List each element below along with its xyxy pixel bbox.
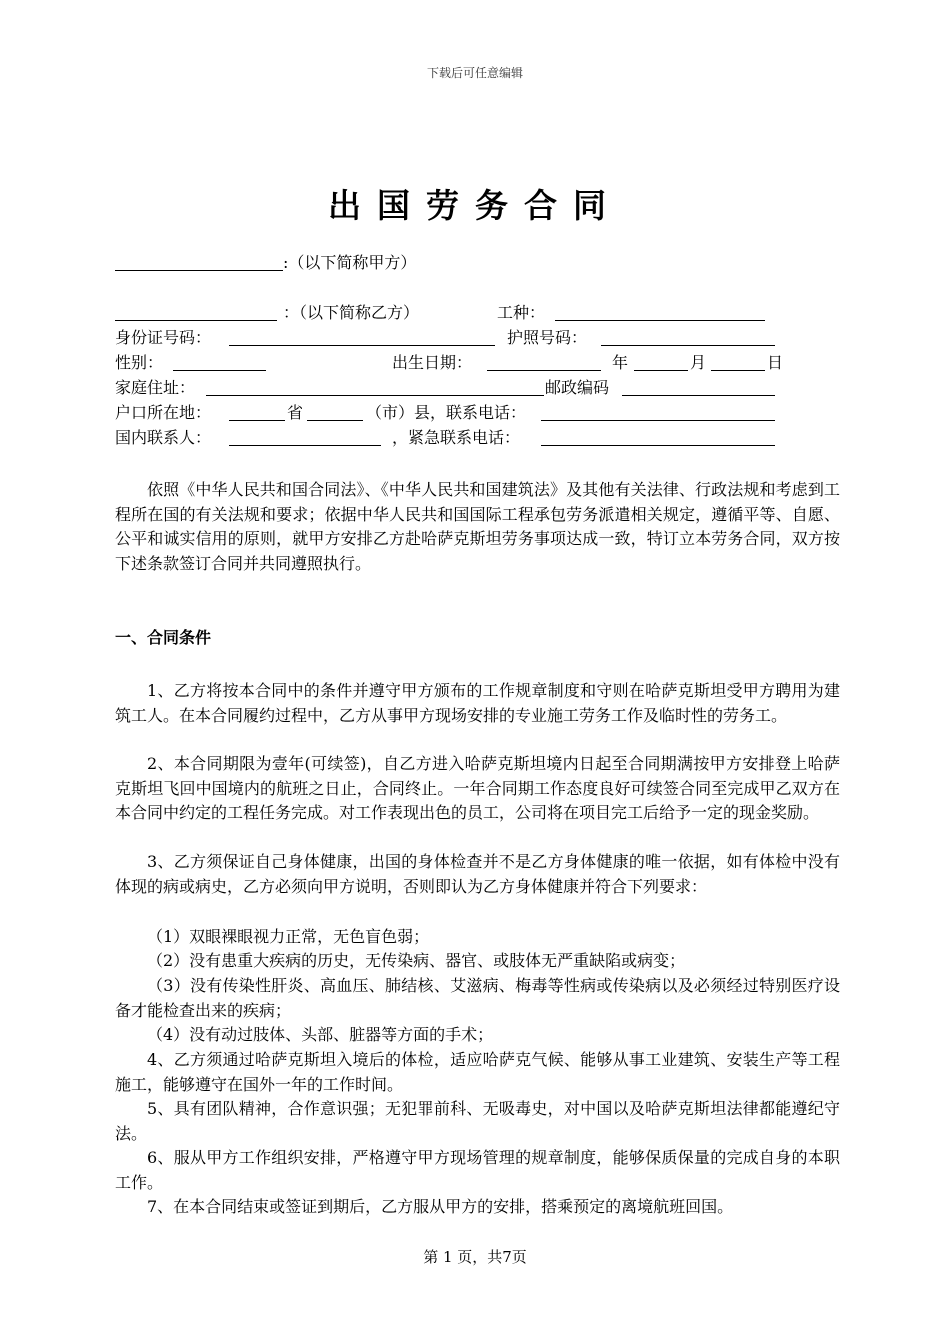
requirement-2: （2）没有患重大疾病的历史，无传染病、器官、或肢体无严重缺陷或病变； [147, 951, 686, 970]
party-b-label: ：（以下简称乙方） [283, 303, 420, 322]
month-label: 月 [690, 353, 707, 372]
requirement-4: （4）没有动过肢体、头部、脏器等方面的手术； [147, 1025, 494, 1044]
city-county-phone-label: （市）县，联系电话： [366, 403, 527, 422]
party-a-label: :（以下简称甲方） [283, 253, 417, 272]
clause-3: 3、乙方须保证自己身体健康，出国的身体检查并不是乙方身体健康的唯一依据，如有体检中没有体现的病或病史，乙方必须向甲方说明，否则即认为乙方身体健康并符合下列要求： [115, 852, 840, 896]
requirement-3: （3）没有传染性肝炎、高血压、肺结核、艾滋病、梅毒等性病或传染病以及必须经过特别医疗设备才能检查出来的疾病； [115, 976, 840, 1020]
birth-month-blank[interactable] [634, 370, 688, 371]
requirement-1: （1）双眼裸眼视力正常，无色盲色弱； [147, 927, 430, 946]
emergency-phone-label: ，紧急联系电话： [392, 428, 521, 447]
clause-6: 6、服从甲方工作组织安排，严格遵守甲方现场管理的规章制度，能够保质保量的完成自身的本职工作。 [115, 1148, 840, 1192]
clause-5: 5、具有团队精神，合作意识强；无犯罪前科、无吸毒史，对中国以及哈萨克斯坦法律都能遵纪守法。 [115, 1099, 840, 1143]
year-label: 年 [612, 353, 629, 372]
gender-label: 性别： [115, 353, 164, 372]
intro-paragraph: 依照《中华人民共和国合同法》、《中华人民共和国建筑法》及其他有关法律、行政法规和考虑到工程所在国的有关法规和要求；依据中华人民共和国国际工程承包劳务派遣相关规定，遵循平等、自愿、公平和诚实信用的原则，就甲方安排乙方赴哈萨克斯坦劳务事项达成一致，特订立本劳务合同，双方按下述条款签订合同并共同遵照执行。 [115, 480, 840, 573]
passport-blank[interactable] [601, 345, 775, 346]
document-title: 出国劳务合同 [328, 186, 622, 225]
domestic-contact-blank[interactable] [229, 445, 381, 446]
domestic-contact-label: 国内联系人： [115, 428, 212, 447]
job-blank[interactable] [555, 320, 765, 321]
birth-day-blank[interactable] [711, 370, 765, 371]
postcode-blank[interactable] [622, 395, 775, 396]
clause-2: 2、本合同期限为壹年(可续签)，自乙方进入哈萨克斯坦境内日起至合同期满按甲方安排登上哈萨克斯坦飞回中国境内的航班之日止，合同终止。一年合同期工作态度良好可续签合同至完成甲乙双方在本合同中约定的工程任务完成。对工作表现出色的员工，公司将在项目完工后给予一定的现金奖励。 [115, 754, 840, 822]
hukou-city-blank[interactable] [307, 420, 363, 421]
day-label: 日 [767, 353, 784, 372]
phone-blank[interactable] [541, 420, 775, 421]
gender-blank[interactable] [173, 370, 266, 371]
hukou-label: 户口所在地： [115, 403, 212, 422]
birth-year-blank[interactable] [487, 370, 601, 371]
hukou-province-blank[interactable] [229, 420, 285, 421]
section-heading: 一、合同条件 [115, 628, 212, 647]
page-footer: 第 1 页，共7页 [423, 1248, 527, 1266]
party-b-name-blank[interactable] [115, 320, 277, 321]
job-label: 工种： [497, 303, 546, 322]
clause-1: 1、乙方将按本合同中的条件并遵守甲方颁布的工作规章制度和守则在哈萨克斯坦受甲方聘用为建筑工人。在本合同履约过程中，乙方从事甲方现场安排的专业施工劳务工作及临时性的劳务工。 [115, 681, 840, 725]
birth-date-label: 出生日期： [392, 353, 473, 372]
id-number-label: 身份证号码： [115, 328, 212, 347]
province-label: 省 [287, 403, 304, 422]
id-number-blank[interactable] [229, 345, 495, 346]
postcode-label: 邮政编码 [545, 378, 610, 397]
clause-4: 4、乙方须通过哈萨克斯坦入境后的体检，适应哈萨克气候、能够从事工业建筑、安装生产等工程施工，能够遵守在国外一年的工作时间。 [115, 1050, 840, 1094]
header-note: 下载后可任意编辑 [426, 66, 523, 80]
address-label: 家庭住址： [115, 378, 196, 397]
address-blank[interactable] [206, 395, 544, 396]
emergency-phone-blank[interactable] [541, 445, 775, 446]
clause-7: 7、在本合同结束或签证到期后，乙方服从甲方的安排，搭乘预定的离境航班回国。 [147, 1197, 734, 1216]
passport-label: 护照号码： [507, 328, 588, 347]
party-a-name-blank[interactable] [115, 270, 283, 271]
